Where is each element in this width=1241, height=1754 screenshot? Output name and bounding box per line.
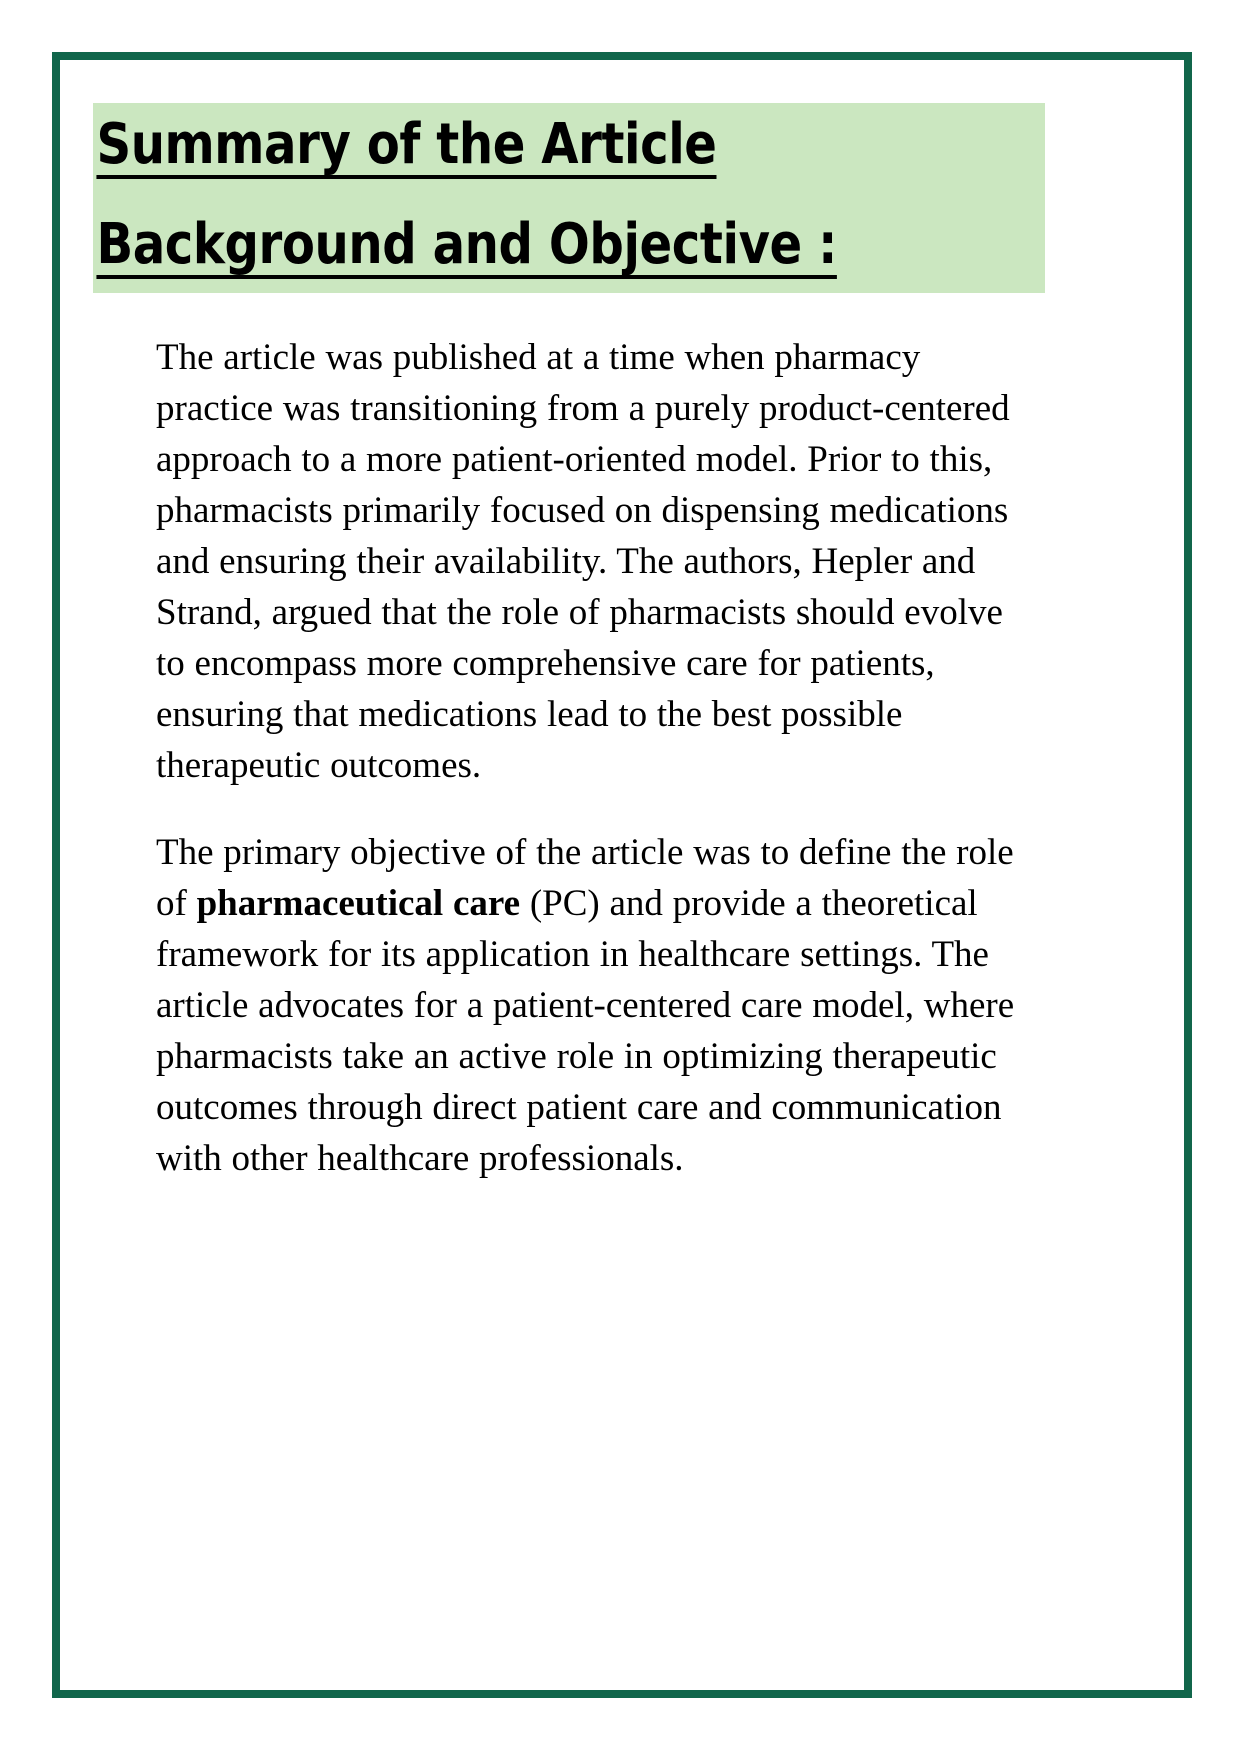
paragraph-objective-part2: (PC) and provide a theoretical framework for its application in healthcare settings. The article advocates for a patient-centered care model, where pharmacists take an active role in optimizing therapeutic outcomes through direct patient care and communication with other healthcare professionals. xyxy=(156,883,1015,1179)
document-content xyxy=(60,60,1184,1690)
heading-line-summary-text: Summary of the Article xyxy=(96,112,717,177)
pharmaceutical-care-bold-term: pharmaceutical care xyxy=(196,883,521,924)
body-text-container xyxy=(156,332,1036,1184)
heading-line-summary xyxy=(93,112,912,179)
page-border-frame xyxy=(52,52,1192,1698)
heading-highlight-block xyxy=(93,103,1045,293)
paragraph-background: The article was published at a time when pharmacy practice was transitioning from a purely product-centered approach to a more patient-oriented model. Prior to this, pharmacists primarily focused on dispensing medications and ensuring their availability. The authors, Hepler and Strand, argued that the role of pharmacists should evolve to encompass more comprehensive care for patients, ensuring that medications lead to the best possible therapeutic outcomes. xyxy=(156,337,1010,786)
paragraph-objective-part1: The primary objective of the article was to define the role of xyxy=(156,832,1014,924)
heading-line-background-objective xyxy=(93,212,912,279)
heading-line-background-objective-text: Background and Objective : xyxy=(96,212,837,277)
paragraph-objective xyxy=(156,827,1036,1184)
